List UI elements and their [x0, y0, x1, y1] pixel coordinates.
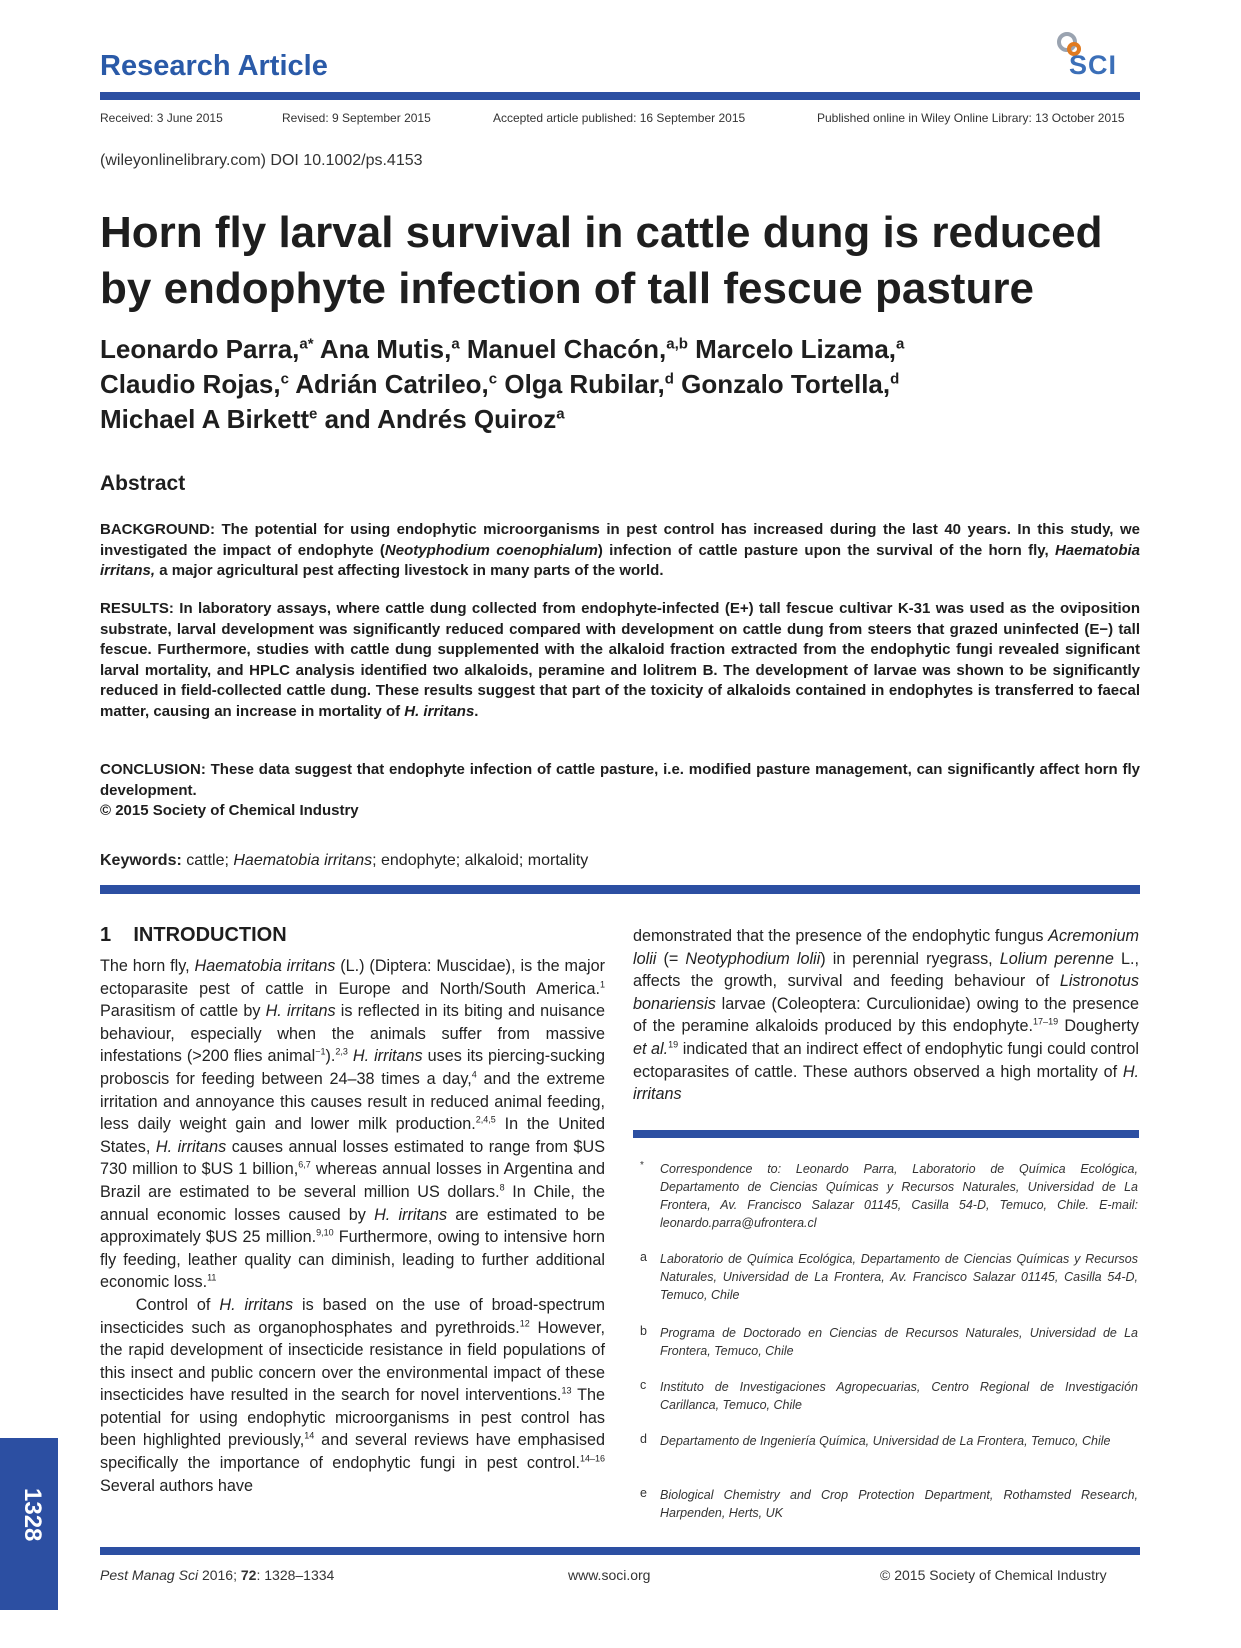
keyword: cattle; [181, 852, 234, 869]
author-affiliation: e [309, 405, 318, 423]
footnote-mark: c [640, 1378, 647, 1392]
text-run-italic: H. irritans [404, 702, 475, 720]
footnote-mark: d [640, 1432, 647, 1446]
journal-volume: 72 [240, 1567, 257, 1583]
journal-pages: : 1328–1334 [256, 1567, 335, 1583]
author-affiliation: d [664, 370, 674, 388]
author-affiliation: a [451, 335, 460, 353]
keywords-line [100, 852, 588, 870]
author-name: Gonzalo Tortella, [681, 369, 891, 399]
footnote-mark: b [640, 1324, 647, 1338]
author-name: Marcelo Lizama, [695, 334, 897, 364]
footnote-affiliation-b: Programa de Doctorado en Ciencias de Recursos Naturales, Universidad de La Frontera, Temuco, Chile [660, 1326, 1138, 1358]
abstract-conclusion [100, 760, 1140, 822]
author-affiliation: d [890, 370, 900, 388]
abstract-results [100, 599, 1140, 722]
footnote-affiliation-e: Biological Chemistry and Crop Protection Department, Rothamsted Research, Harpenden, Herts, UK [660, 1488, 1138, 1520]
footnote-mark: e [640, 1486, 647, 1500]
author-name: Ana Mutis, [319, 334, 452, 364]
footnote-affiliation-d: Departamento de Ingeniería Química, Universidad de La Frontera, Temuco, Chile [660, 1434, 1111, 1448]
date-accepted: Accepted article published: 16 September 2015 [493, 111, 746, 125]
intro-column-1: The horn fly, Haematobia irritans (L.) (Diptera: Muscidae), is the major ectoparasite pest of cattle in Europe and North/South America.$^1$ Parasitism of cattle by H. irritans is reflected in its biting and nuisance behaviour, especially when the animals suffer from massive infestations (>200 flies animal$^{-1}$).$^{2,3}$ H. irritans uses its piercing-sucking proboscis for feeding between 24–38 times a day,$^4$ and the extreme irritation and annoyance this causes result in reduced animal feeding, less daily weight gain and lower milk production.$^{2,4,5}$ In the United States, H. irritans causes annual losses estimated to range from $US 730 million to $US 1 billion,$^{6,7}$ whereas annual losses in Argentina and Brazil are estimated to be several million US dollars.$^8$ In Chile, the annual economic losses caused by H. irritans are estimated to be approximately $US 25 million.$^{9,10}$ Furthermore, owing to intensive horn fly feeding, leather quality can diminish, leading to further additional economic loss.$^{11}$ Control of H. irritans is based on the use of broad-spectrum insecticides such as organophosphates and pyrethroids.$^{12}$ However, the rapid development of insecticide resistance in field populations of this insect and public concern over the environmental impact of these insecticides have resulted in the search for novel interventions.$^{13}$ The potential for using endophytic microorganisms in pest control has been highlighted previously,$^{14}$ and several reviews have emphasised specifically the importance of endophytic fungi in pest control.$^{14-16}$ Several authors have [100, 957, 606, 1495]
abstract-heading: Abstract [100, 472, 186, 495]
footnote-correspondence: Correspondence to: Leonardo Parra, Laboratorio de Química Ecológica, Departamento de Ciencias Químicas y Recursos Naturales, Universidad de La Frontera, Av. Francisco Salazar 01145, Casilla 54-D, Temuco, Chile. E-mail: leonardo.parra@ufrontera.cl [660, 1162, 1138, 1230]
logo-text: SCI [1069, 50, 1118, 80]
text-run: BACKGROUND: The potential for using endophytic microorganisms in pest control has increased during the last 40 years. In this study, we investigated the impact of endophyte ( [100, 521, 1140, 559]
author-affiliation: a [896, 335, 905, 353]
text-run-italic: Neotyphodium coenophialum [384, 541, 598, 559]
doi-line: (wileyonlinelibrary.com) DOI 10.1002/ps.4153 [100, 152, 423, 169]
keyword-italic: Haematobia irritans [233, 852, 373, 869]
abstract-rule [100, 885, 1140, 894]
author-list [100, 332, 1150, 437]
author-name: Leonardo Parra, [100, 334, 300, 364]
text-run-italic: Haematobia irritans, [100, 541, 1140, 579]
footnote-mark: a [640, 1250, 647, 1264]
footer-website-link[interactable]: www.soci.org [568, 1567, 651, 1583]
text-run: ) infection of cattle pasture upon the survival of the horn fly, [597, 541, 1055, 559]
keywords-label: Keywords: [100, 852, 182, 869]
footnote-affiliation-a: Laboratorio de Química Ecológica, Departamento de Ciencias Químicas y Recursos Naturales, Universidad de La Frontera, Av. Francisco Salazar 01145, Casilla 54-D, Temuco, Chile [660, 1252, 1138, 1302]
text-run: RESULTS: In laboratory assays, where cattle dung collected from endophyte-infected (E+) tall fescue cultivar K-31 was used as the oviposition substrate, larval development was significantly reduced compared with development on cattle dung from steers that grazed uninfected (E−) tall fescue. Furthermore, studies with cattle dung supplemented with the alkaloid fraction extracted from the endophytic fungi revealed significant larval mortality, and HPLC analysis identified two alkaloids, peramine and lolitrem B. The development of larvae was shown to be significantly reduced in field-collected cattle dung. These results suggest that part of the toxicity of alkaloids contained in endophytes is transferred to faecal matter, causing an increase in mortality of [100, 600, 1140, 720]
author-affiliation: c [280, 370, 289, 388]
author-name: and Andrés Quiroz [324, 404, 557, 434]
author-name: Manuel Chacón, [466, 334, 667, 364]
sci-logo [1055, 30, 1147, 82]
author-name: Michael A Birkett [100, 404, 310, 434]
journal-year: 2016; [198, 1567, 241, 1583]
page-number: 1328 [19, 1488, 46, 1542]
date-published: Published online in Wiley Online Library: 13 October 2015 [817, 111, 1125, 125]
footer-rule [100, 1547, 1140, 1555]
author-name: Olga Rubilar, [504, 369, 665, 399]
author-affiliation: a,b [666, 335, 688, 353]
section-heading-introduction: 1 INTRODUCTION [100, 924, 287, 946]
footer-citation [100, 1567, 334, 1583]
author-name: Adrián Catrileo, [295, 369, 489, 399]
abstract-background [100, 520, 1140, 582]
date-revised: Revised: 9 September 2015 [282, 111, 431, 125]
author-affiliation: c [488, 370, 498, 388]
article-type-label: Research Article [100, 50, 328, 82]
journal-name: Pest Manag Sci [100, 1567, 199, 1583]
page-number-tab [0, 1438, 58, 1610]
article-title: Horn fly larval survival in cattle dung is reduced by endophyte infection of tall fescue pasture [100, 208, 1103, 313]
footnote-mark: * [640, 1160, 644, 1171]
author-affiliation: a* [299, 335, 314, 353]
header-rule [100, 92, 1140, 100]
text-run: CONCLUSION: These data suggest that endophyte infection of cattle pasture, i.e. modified pasture management, can significantly affect horn fly development. [100, 761, 1140, 799]
abstract-copyright: © 2015 Society of Chemical Industry [100, 802, 359, 819]
intro-column-2: demonstrated that the presence of the endophytic fungus Acremonium lolii (= Neotyphodium lolii) in perennial ryegrass, Lolium perenne L., affects the growth, survival and feeding behaviour of Listronotus bonariensis larvae (Coleoptera: Curculionidae) owing to the presence of the peramine alkaloids produced by this endophyte.$^{17-19}$ Dougherty et al.$^{19}$ indicated that an indirect effect of endophytic fungi could control ectoparasites of cattle. These authors observed a high mortality of H. irritans [633, 927, 1140, 1104]
footnote-affiliation-c: Instituto de Investigaciones Agropecuarias, Centro Regional de Investigación Carillanca, Temuco, Chile [660, 1380, 1138, 1412]
text-run: . [474, 702, 479, 720]
text-run: a major agricultural pest affecting livestock in many parts of the world. [155, 562, 664, 579]
footnote-rule [633, 1130, 1139, 1138]
author-affiliation: a [556, 405, 565, 423]
author-name: Claudio Rojas, [100, 369, 281, 399]
date-received: Received: 3 June 2015 [100, 111, 223, 125]
footer-copyright: © 2015 Society of Chemical Industry [880, 1567, 1107, 1583]
keyword: ; endophyte; alkaloid; mortality [372, 852, 589, 869]
